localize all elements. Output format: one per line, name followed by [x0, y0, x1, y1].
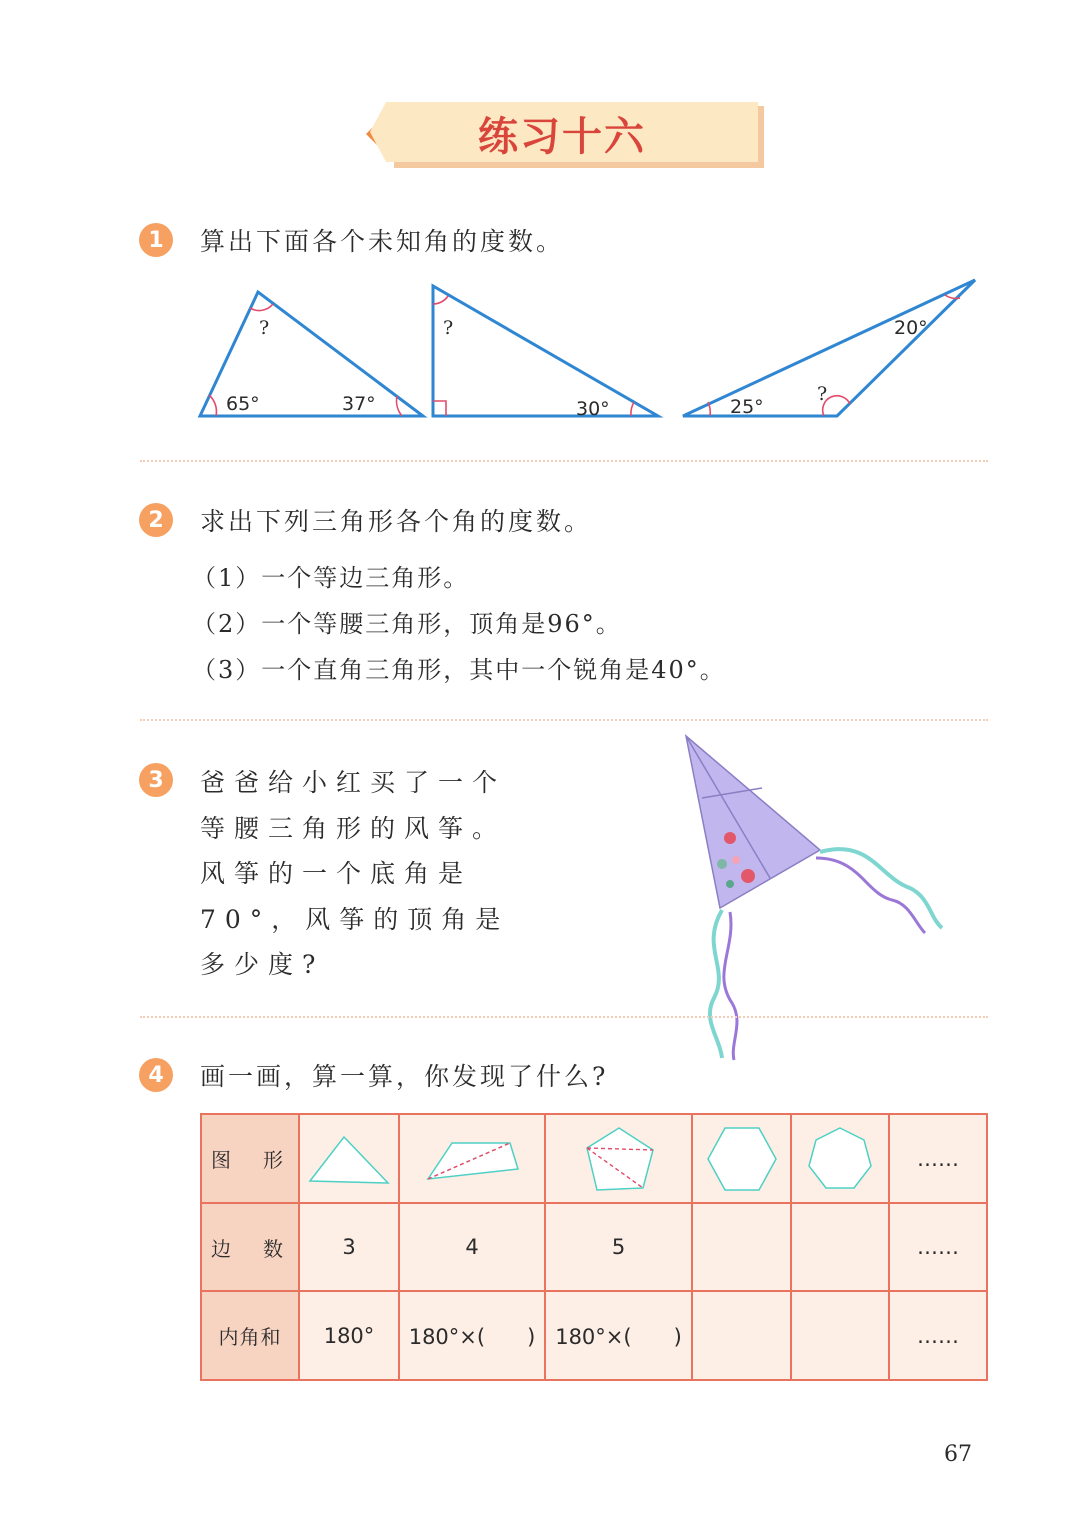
sides-cell-4 [692, 1203, 791, 1291]
question-1-text: 算出下面各个未知角的度数。 [200, 227, 565, 256]
row-label-shape: 图 形 [201, 1114, 299, 1203]
hexagon-shape [706, 1126, 778, 1192]
triangle-2 [433, 286, 658, 416]
sides-cell-5 [791, 1203, 889, 1291]
divider-3 [140, 1016, 988, 1018]
row-label-sides: 边 数 [201, 1203, 299, 1291]
question-2-badge: 2 [139, 503, 173, 537]
sides-cell-1: 3 [299, 1203, 399, 1291]
shape-cell-quadrilateral [399, 1114, 545, 1203]
row-label-angle-sum: 内角和 [201, 1291, 299, 1380]
angle-sum-cell-5 [791, 1291, 889, 1380]
page-title: 练习十六 [478, 112, 646, 160]
quadrilateral-shape [422, 1131, 522, 1187]
sides-cell-6: …… [889, 1203, 987, 1291]
question-3-badge: 3 [139, 763, 173, 797]
t3-obtuse-label: ? [817, 383, 828, 405]
angle-sum-cell-4 [692, 1291, 791, 1380]
question-3-line-3: 风筝的一个底角是 [200, 859, 473, 888]
angle-sum-cell-3: 180°×( ) [545, 1291, 692, 1380]
question-3-line-4: 70°，风筝的顶角是 [200, 904, 510, 934]
sides-cell-3: 5 [545, 1203, 692, 1291]
question-4-text: 画一画，算一算，你发现了什么? [200, 1062, 609, 1091]
question-2-item-3: （3）一个直角三角形，其中一个锐角是40°。 [192, 656, 726, 684]
triangle-shape [304, 1131, 394, 1187]
divider-2 [140, 719, 988, 721]
sides-row [201, 1203, 987, 1291]
sides-cell-2: 4 [399, 1203, 545, 1291]
t1-left-label: 65° [226, 393, 260, 415]
title-banner [360, 98, 764, 168]
question-4-badge: 4 [139, 1058, 173, 1092]
question-2-item-1: （1）一个等边三角形。 [192, 564, 470, 592]
shape-cell-hexagon [692, 1114, 791, 1203]
t2-right-label: 30° [576, 398, 610, 420]
angle-sum-cell-6: …… [889, 1291, 987, 1380]
question-3-line-1: 爸爸给小红买了一个 [200, 768, 507, 797]
t1-apex-label: ? [259, 317, 270, 339]
question-3-line-5: 多少度? [200, 950, 325, 979]
question-3-text [200, 760, 509, 988]
question-2-item-2: （2）一个等腰三角形，顶角是96°。 [192, 610, 622, 638]
shape-cell-pentagon [545, 1114, 692, 1203]
triangles-figure [190, 270, 990, 430]
t1-right-label: 37° [342, 393, 376, 415]
shape-ellipsis: …… [889, 1114, 987, 1203]
angle-sum-cell-1: 180° [299, 1291, 399, 1380]
t3-left-label: 25° [730, 396, 764, 418]
pentagon-shape [581, 1124, 657, 1194]
question-2-text: 求出下列三角形各个角的度数。 [200, 507, 593, 536]
angle-sum-row [201, 1291, 987, 1380]
shape-cell-triangle [299, 1114, 399, 1203]
page-number: 67 [944, 1442, 972, 1467]
shape-cell-heptagon [791, 1114, 889, 1203]
heptagon-shape [807, 1126, 873, 1192]
angle-sum-cell-2: 180°×( ) [399, 1291, 545, 1380]
divider-1 [140, 460, 988, 462]
t3-top-label: 20° [894, 317, 928, 339]
question-1-badge: 1 [139, 223, 173, 257]
question-3-line-2: 等腰三角形的风筝。 [200, 813, 507, 843]
t2-top-label: ? [443, 317, 454, 339]
polygon-table [200, 1113, 988, 1381]
triangle-3 [683, 280, 975, 416]
shape-row [201, 1114, 987, 1203]
